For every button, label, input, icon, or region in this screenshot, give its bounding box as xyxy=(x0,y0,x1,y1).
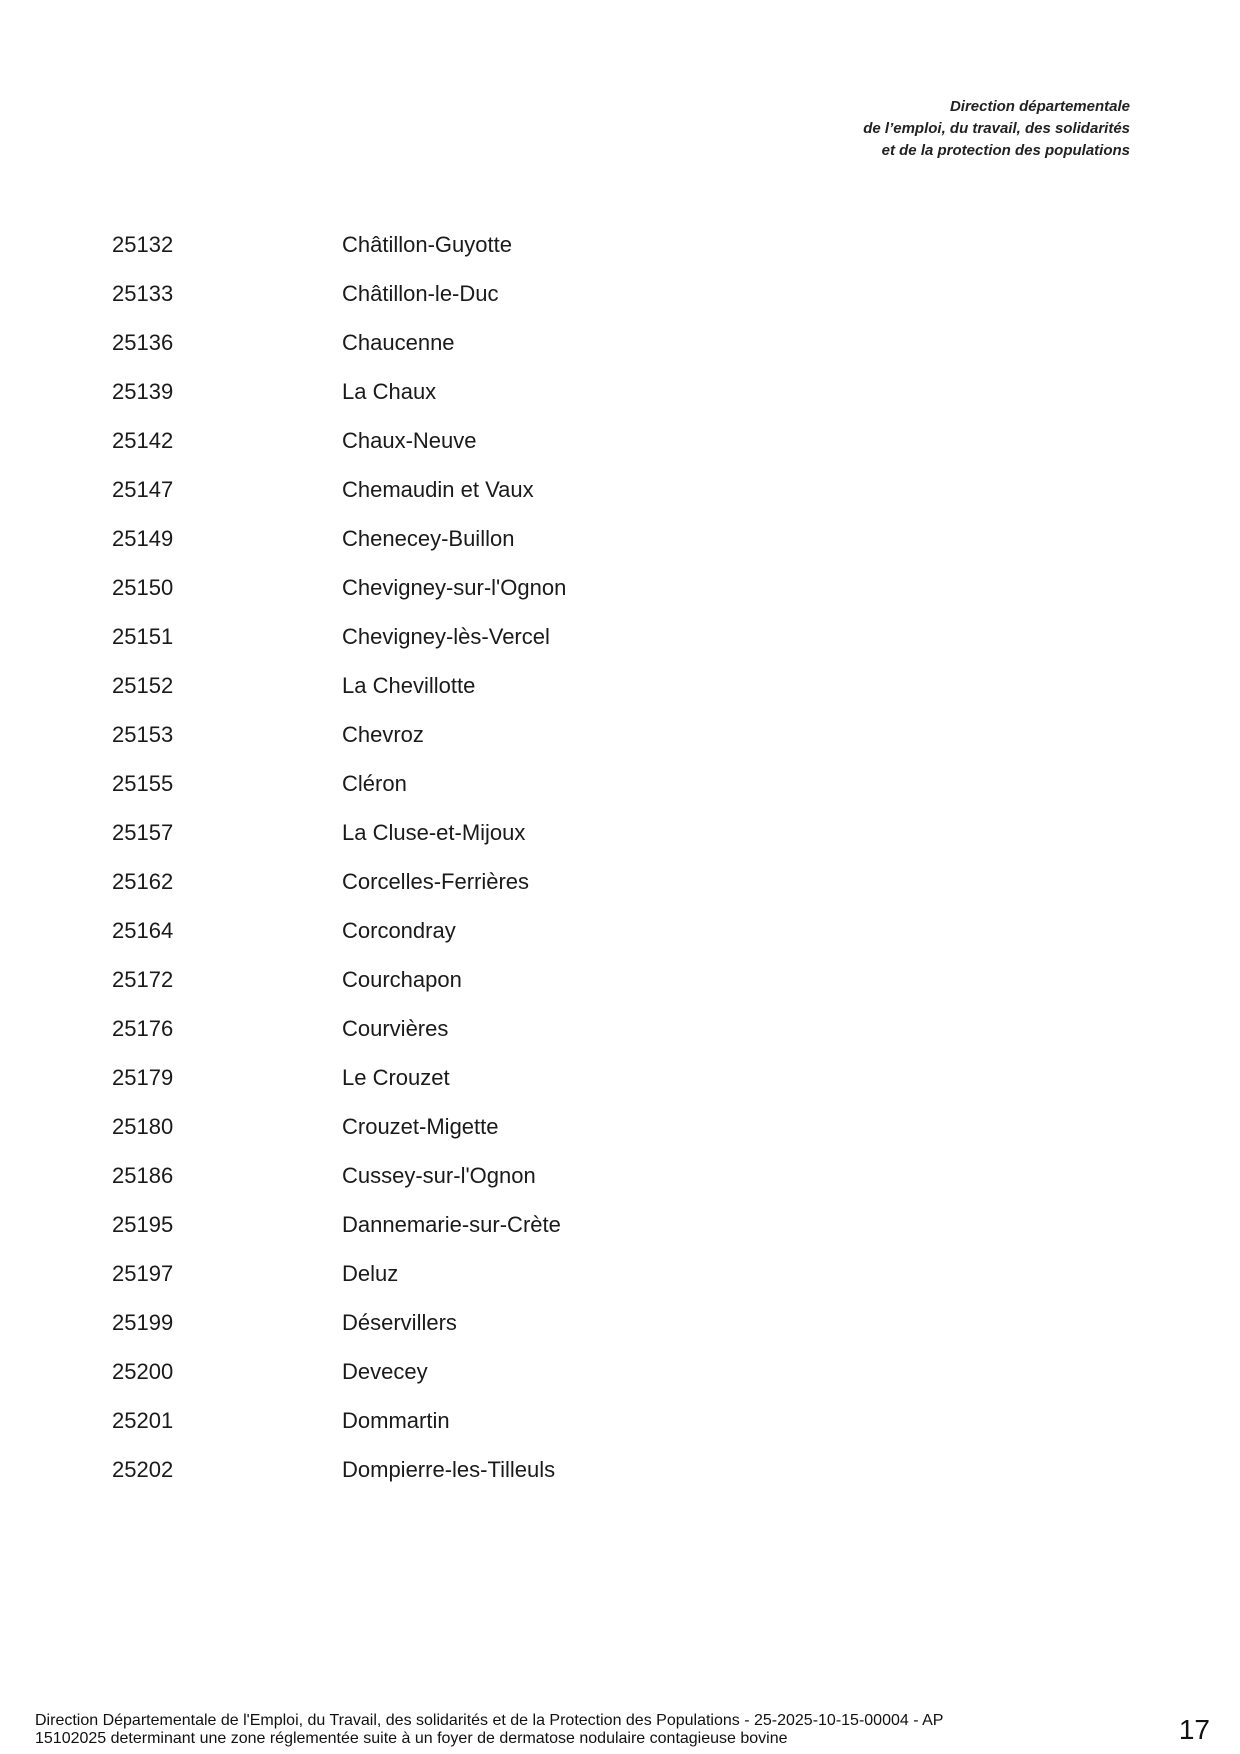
commune-name: Chevroz xyxy=(342,722,424,747)
commune-code: 25186 xyxy=(112,1163,174,1188)
commune-name: Deluz xyxy=(342,1261,399,1286)
footer-line-2: 15102025 determinant une zone réglementée suite à un foyer de dermatose nodulaire contagieuse bovine xyxy=(35,1730,788,1747)
commune-code: 25150 xyxy=(112,575,174,600)
commune-name: Crouzet-Migette xyxy=(342,1114,499,1139)
commune-name: Chaux-Neuve xyxy=(342,428,477,453)
commune-name: La Chevillotte xyxy=(342,673,476,698)
commune-code: 25155 xyxy=(112,771,174,796)
table-row xyxy=(112,967,812,1016)
commune-code: 25195 xyxy=(112,1212,174,1237)
header-line-2: de l’emploi, du travail, des solidarités xyxy=(863,120,1130,137)
commune-code: 25147 xyxy=(112,477,174,502)
commune-code: 25197 xyxy=(112,1261,174,1286)
table-row xyxy=(112,1212,812,1261)
table-row xyxy=(112,673,812,722)
table-row xyxy=(112,330,812,379)
table-row xyxy=(112,1310,812,1359)
commune-name: Courchapon xyxy=(342,967,462,992)
table-row xyxy=(112,624,812,673)
commune-name: Chenecey-Buillon xyxy=(342,526,515,551)
commune-name: Devecey xyxy=(342,1359,428,1384)
commune-name: Chemaudin et Vaux xyxy=(342,477,534,502)
table-row xyxy=(112,1016,812,1065)
commune-name: Chaucenne xyxy=(342,330,455,355)
header-line-3: et de la protection des populations xyxy=(881,142,1130,159)
table-row xyxy=(112,379,812,428)
commune-code: 25202 xyxy=(112,1457,174,1482)
commune-name: Dannemarie-sur-Crète xyxy=(342,1212,561,1237)
commune-name: Dompierre-les-Tilleuls xyxy=(342,1457,556,1482)
table-row xyxy=(112,771,812,820)
table-row xyxy=(112,1457,812,1506)
commune-code: 25176 xyxy=(112,1016,174,1041)
commune-code: 25172 xyxy=(112,967,174,992)
table-row xyxy=(112,918,812,967)
commune-code: 25153 xyxy=(112,722,174,747)
commune-name: Châtillon-Guyotte xyxy=(342,232,512,257)
table-row xyxy=(112,1065,812,1114)
table-row xyxy=(112,477,812,526)
commune-code: 25133 xyxy=(112,281,174,306)
commune-name: Courvières xyxy=(342,1016,449,1041)
commune-code: 25152 xyxy=(112,673,174,698)
table-row xyxy=(112,1114,812,1163)
commune-code: 25164 xyxy=(112,918,174,943)
commune-name: La Cluse-et-Mijoux xyxy=(342,820,526,845)
commune-code: 25142 xyxy=(112,428,174,453)
commune-code: 25200 xyxy=(112,1359,174,1384)
table-row xyxy=(112,232,812,281)
table-row xyxy=(112,575,812,624)
commune-code: 25139 xyxy=(112,379,174,404)
commune-name: Chevigney-sur-l'Ognon xyxy=(342,575,567,600)
commune-code: 25157 xyxy=(112,820,174,845)
commune-name: Cléron xyxy=(342,771,407,796)
table-row xyxy=(112,281,812,330)
header-line-1: Direction départementale xyxy=(949,98,1130,115)
table-row xyxy=(112,722,812,771)
commune-name: Corcondray xyxy=(342,918,456,943)
commune-code: 25151 xyxy=(112,624,174,649)
footer-line-1: Direction Départementale de l'Emploi, du Travail, des solidarités et de la Protection des Populations - 25-2025-10-15-00004 - AP xyxy=(35,1712,944,1729)
commune-code: 25132 xyxy=(112,232,174,257)
table-row xyxy=(112,820,812,869)
page-number: 17 xyxy=(1178,1714,1210,1745)
commune-code: 25162 xyxy=(112,869,174,894)
commune-code: 25179 xyxy=(112,1065,174,1090)
commune-name: La Chaux xyxy=(342,379,437,404)
table-row xyxy=(112,1261,812,1310)
commune-code: 25136 xyxy=(112,330,174,355)
commune-name: Chevigney-lès-Vercel xyxy=(342,624,550,649)
commune-name: Déservillers xyxy=(342,1310,457,1335)
table-row xyxy=(112,1163,812,1212)
document-header xyxy=(863,96,1130,162)
commune-table xyxy=(112,232,812,1506)
table-row xyxy=(112,1408,812,1457)
commune-name: Châtillon-le-Duc xyxy=(342,281,499,306)
table-row xyxy=(112,1359,812,1408)
commune-name: Cussey-sur-l'Ognon xyxy=(342,1163,536,1188)
commune-name: Le Crouzet xyxy=(342,1065,450,1090)
commune-name: Dommartin xyxy=(342,1408,450,1433)
commune-code: 25149 xyxy=(112,526,174,551)
commune-code: 25199 xyxy=(112,1310,174,1335)
commune-code: 25180 xyxy=(112,1114,174,1139)
table-row xyxy=(112,526,812,575)
commune-name: Corcelles-Ferrières xyxy=(342,869,530,894)
commune-code: 25201 xyxy=(112,1408,174,1433)
table-row xyxy=(112,869,812,918)
table-row xyxy=(112,428,812,477)
document-footer xyxy=(35,1712,1075,1748)
